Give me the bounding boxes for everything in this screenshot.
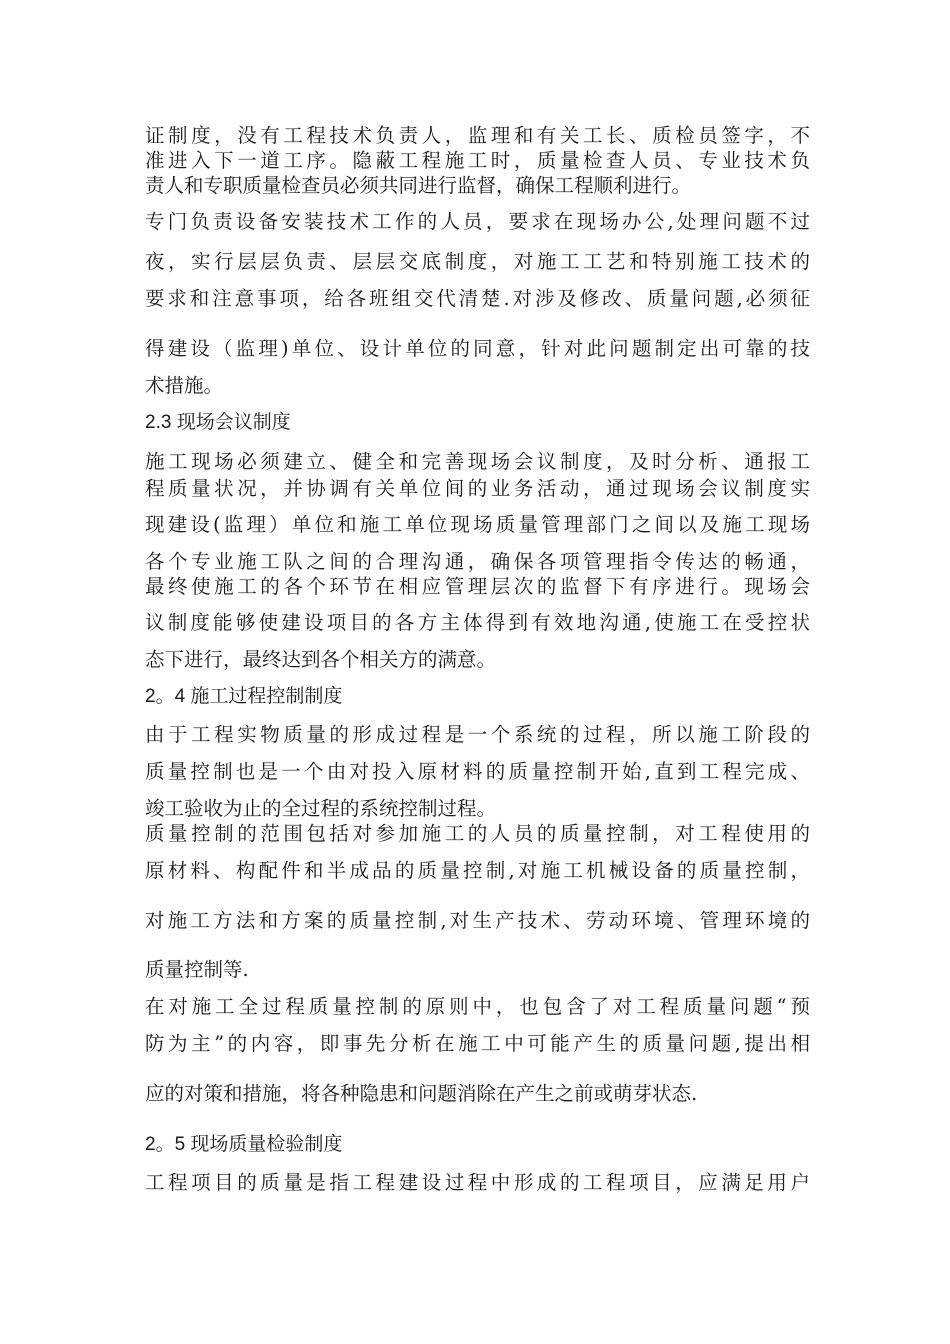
section-heading: 2.3 现场会议制度 bbox=[145, 412, 291, 433]
paragraph-line: 防为主”的内容，即事先分析在施工中可能产生的质量问题,提出相 bbox=[145, 1032, 810, 1055]
paragraph-line: 议制度能够使建设项目的各方主体得到有效地沟通,使施工在受控状 bbox=[145, 611, 810, 634]
paragraph-line: 各个专业施工队之间的合理沟通，确保各项管理指令传达的畅通， bbox=[145, 550, 810, 573]
paragraph-line: 对施工方法和方案的质量控制,对生产技术、劳动环境、管理环境的 bbox=[145, 909, 810, 932]
paragraph-line: 要求和注意事项，给各班组交代清楚.对涉及修改、质量问题,必须征 bbox=[145, 287, 810, 310]
section-heading: 2。4 施工过程控制制度 bbox=[145, 686, 343, 707]
paragraph-line: 竣工验收为止的全过程的系统控制过程。 bbox=[145, 797, 497, 820]
paragraph-line: 程质量状况，并协调有关单位间的业务活动，通过现场会议制度实 bbox=[145, 477, 810, 500]
paragraph-line: 术措施。 bbox=[145, 374, 224, 397]
paragraph-line: 态下进行，最终达到各个相关方的满意。 bbox=[145, 648, 497, 671]
paragraph-line: 现建设(监理）单位和施工单位现场质量管理部门之间以及施工现场 bbox=[145, 513, 810, 536]
section-heading: 2。5 现场质量检验制度 bbox=[145, 1134, 343, 1155]
paragraph-line: 由于工程实物质量的形成过程是一个系统的过程，所以施工阶段的 bbox=[145, 723, 810, 746]
paragraph-line: 施工现场必须建立、健全和完善现场会议制度，及时分析、通报工 bbox=[145, 450, 810, 473]
paragraph-line: 在对施工全过程质量控制的原则中，也包含了对工程质量问题“预 bbox=[145, 995, 810, 1018]
paragraph-line: 证制度，没有工程技术负责人，监理和有关工长、质检员签字，不 bbox=[145, 124, 810, 147]
paragraph-line: 责人和专职质量检查员必须共同进行监督，确保工程顺利进行。 bbox=[145, 174, 692, 197]
paragraph-line: 质量控制等. bbox=[145, 958, 249, 981]
paragraph-line: 得建设（监理)单位、设计单位的同意，针对此问题制定出可靠的技 bbox=[145, 337, 810, 360]
paragraph-line: 准进入下一道工序。隐蔽工程施工时，质量检查人员、专业技术负 bbox=[145, 149, 810, 172]
paragraph-line: 应的对策和措施，将各种隐患和问题消除在产生之前或萌芽状态. bbox=[145, 1082, 698, 1105]
paragraph-line: 最终使施工的各个环节在相应管理层次的监督下有序进行。现场会 bbox=[145, 575, 810, 598]
paragraph-line: 质量控制也是一个由对投入原材料的质量控制开始,直到工程完成、 bbox=[145, 760, 810, 783]
paragraph-line: 夜，实行层层负责、层层交底制度，对施工工艺和特别施工技术的 bbox=[145, 250, 810, 273]
paragraph-line: 质量控制的范围包括对参加施工的人员的质量控制，对工程使用的 bbox=[145, 822, 810, 845]
paragraph-line: 工程项目的质量是指工程建设过程中形成的工程项目，应满足用户 bbox=[145, 1171, 810, 1194]
paragraph-line: 原材料、构配件和半成品的质量控制,对施工机械设备的质量控制， bbox=[145, 859, 810, 882]
paragraph-line: 专门负责设备安装技术工作的人员，要求在现场办公,处理问题不过 bbox=[145, 210, 810, 233]
